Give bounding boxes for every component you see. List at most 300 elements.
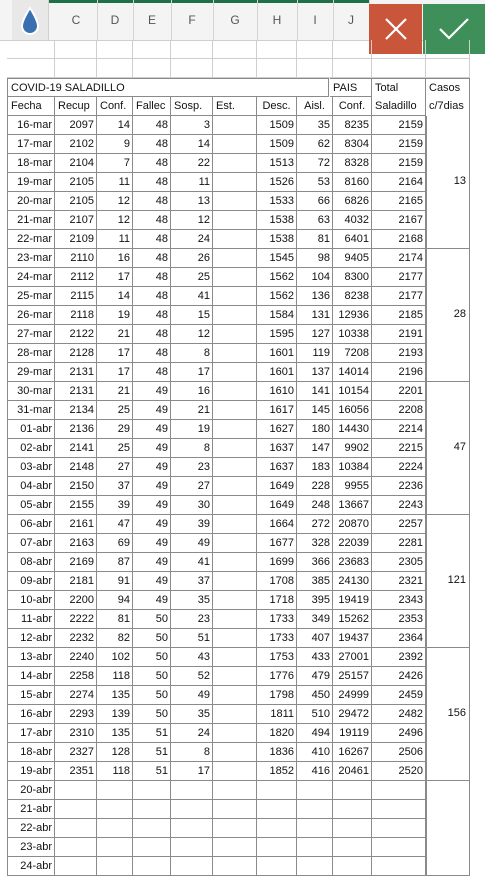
empty-cell[interactable] [257, 59, 297, 78]
table-cell[interactable]: 1627 [257, 420, 297, 439]
table-cell[interactable]: 13-abr [7, 648, 55, 667]
table-cell[interactable]: 433 [297, 648, 333, 667]
table-cell[interactable] [213, 553, 257, 572]
table-cell[interactable]: 30 [171, 496, 213, 515]
table-cell[interactable]: 66 [297, 192, 333, 211]
table-cell[interactable]: 2122 [55, 325, 97, 344]
table-cell[interactable] [372, 838, 426, 857]
table-cell[interactable]: 91 [97, 572, 133, 591]
table-cell[interactable]: 22 [171, 154, 213, 173]
table-cell[interactable] [372, 857, 426, 876]
table-cell[interactable] [133, 800, 171, 819]
table-cell[interactable]: 23-mar [7, 249, 55, 268]
table-cell[interactable]: 2236 [372, 477, 426, 496]
table-cell[interactable]: 13 [171, 192, 213, 211]
table-cell[interactable]: 102 [97, 648, 133, 667]
table-cell[interactable]: 1595 [257, 325, 297, 344]
table-cell[interactable]: 35 [297, 116, 333, 135]
table-cell[interactable]: 14 [171, 135, 213, 154]
table-cell[interactable]: 2310 [55, 724, 97, 743]
table-cell[interactable]: 24-mar [7, 268, 55, 287]
table-cell[interactable]: 49 [133, 420, 171, 439]
table-cell[interactable] [133, 857, 171, 876]
table-cell[interactable]: 20-abr [7, 781, 55, 800]
table-cell[interactable]: 20870 [333, 515, 372, 534]
table-cell[interactable]: 349 [297, 610, 333, 629]
table-cell[interactable]: 26-mar [7, 306, 55, 325]
table-cell[interactable]: 2351 [55, 762, 97, 781]
table-cell[interactable]: 50 [133, 705, 171, 724]
table-cell[interactable]: 1584 [257, 306, 297, 325]
table-cell[interactable]: 87 [97, 553, 133, 572]
table-cell[interactable]: 81 [97, 610, 133, 629]
table-cell[interactable] [55, 857, 97, 876]
table-cell[interactable]: 416 [297, 762, 333, 781]
table-cell[interactable]: 21 [171, 401, 213, 420]
table-cell[interactable]: 1562 [257, 268, 297, 287]
table-cell[interactable]: 2109 [55, 230, 97, 249]
table-cell[interactable]: 2112 [55, 268, 97, 287]
table-cell[interactable]: 49 [133, 401, 171, 420]
table-cell[interactable]: 2208 [372, 401, 426, 420]
table-cell[interactable] [213, 420, 257, 439]
casos-header[interactable]: Casos [426, 78, 470, 97]
table-cell[interactable]: 49 [133, 515, 171, 534]
table-cell[interactable]: 8 [171, 743, 213, 762]
table-cell[interactable] [213, 477, 257, 496]
table-cell[interactable]: 228 [297, 477, 333, 496]
table-cell[interactable]: 49 [133, 496, 171, 515]
table-cell[interactable]: 2200 [55, 591, 97, 610]
table-cell[interactable]: 49 [133, 439, 171, 458]
table-cell[interactable]: 27-mar [7, 325, 55, 344]
empty-cell[interactable] [171, 40, 213, 59]
table-cell[interactable] [55, 781, 97, 800]
table-cell[interactable]: 15 [171, 306, 213, 325]
table-cell[interactable]: 17-mar [7, 135, 55, 154]
table-cell[interactable]: 2496 [372, 724, 426, 743]
table-cell[interactable]: 16 [97, 249, 133, 268]
table-cell[interactable] [213, 667, 257, 686]
table-cell[interactable] [213, 743, 257, 762]
table-cell[interactable]: 2169 [55, 553, 97, 572]
table-cell[interactable]: 2141 [55, 439, 97, 458]
table-cell[interactable]: 450 [297, 686, 333, 705]
table-cell[interactable]: 8160 [333, 173, 372, 192]
table-cell[interactable]: 51 [171, 629, 213, 648]
table-cell[interactable]: 328 [297, 534, 333, 553]
table-cell[interactable]: 2159 [372, 135, 426, 154]
table-cell[interactable]: 2118 [55, 306, 97, 325]
table-cell[interactable]: 137 [297, 363, 333, 382]
weekly-cases-cell[interactable] [426, 648, 470, 781]
table-cell[interactable]: 1509 [257, 116, 297, 135]
empty-cell[interactable] [7, 59, 55, 78]
table-cell[interactable]: 17 [171, 762, 213, 781]
table-cell[interactable] [213, 325, 257, 344]
table-cell[interactable]: 2482 [372, 705, 426, 724]
table-cell[interactable]: 1509 [257, 135, 297, 154]
table-cell[interactable]: 141 [297, 382, 333, 401]
table-cell[interactable]: 2459 [372, 686, 426, 705]
table-cell[interactable]: 2257 [372, 515, 426, 534]
table-cell[interactable]: 2343 [372, 591, 426, 610]
weekly-cases-cell[interactable] [426, 382, 470, 515]
table-cell[interactable]: 43 [171, 648, 213, 667]
table-cell[interactable] [257, 838, 297, 857]
table-cell[interactable]: 119 [297, 344, 333, 363]
table-cell[interactable]: 6826 [333, 192, 372, 211]
table-cell[interactable]: 14 [97, 287, 133, 306]
table-cell[interactable] [257, 781, 297, 800]
empty-cell[interactable] [297, 40, 333, 59]
empty-cell[interactable] [55, 59, 97, 78]
table-cell[interactable]: 37 [97, 477, 133, 496]
empty-cell[interactable] [213, 40, 257, 59]
table-cell[interactable]: 2243 [372, 496, 426, 515]
table-cell[interactable]: 18-mar [7, 154, 55, 173]
table-cell[interactable]: 1708 [257, 572, 297, 591]
table-cell[interactable] [171, 781, 213, 800]
conf-header[interactable]: Conf. [97, 97, 133, 116]
table-cell[interactable]: 48 [133, 211, 171, 230]
table-cell[interactable] [213, 230, 257, 249]
table-cell[interactable]: 11 [171, 173, 213, 192]
pais-conf-header[interactable]: Conf. [333, 97, 372, 116]
weekly-cases-cell[interactable] [426, 249, 470, 382]
empty-cell[interactable] [257, 40, 297, 59]
table-cell[interactable] [213, 135, 257, 154]
column-header-f[interactable]: F [171, 0, 214, 40]
table-cell[interactable]: 12 [171, 325, 213, 344]
table-cell[interactable]: 48 [133, 230, 171, 249]
table-cell[interactable]: 2159 [372, 116, 426, 135]
empty-cell[interactable] [171, 59, 213, 78]
table-cell[interactable] [213, 439, 257, 458]
table-cell[interactable]: 1677 [257, 534, 297, 553]
table-cell[interactable]: 48 [133, 363, 171, 382]
selection-handle[interactable] [12, 0, 49, 40]
table-cell[interactable] [213, 306, 257, 325]
table-cell[interactable]: 1798 [257, 686, 297, 705]
empty-cell[interactable] [7, 40, 55, 59]
table-cell[interactable] [213, 363, 257, 382]
table-cell[interactable]: 1562 [257, 287, 297, 306]
column-header-g[interactable]: G [213, 0, 258, 40]
table-cell[interactable]: 2274 [55, 686, 97, 705]
table-cell[interactable]: 1699 [257, 553, 297, 572]
table-cell[interactable]: 2102 [55, 135, 97, 154]
table-cell[interactable]: 11 [97, 230, 133, 249]
table-cell[interactable] [213, 249, 257, 268]
table-cell[interactable]: 2520 [372, 762, 426, 781]
table-cell[interactable] [213, 515, 257, 534]
table-cell[interactable]: 395 [297, 591, 333, 610]
table-cell[interactable]: 407 [297, 629, 333, 648]
table-cell[interactable]: 2222 [55, 610, 97, 629]
table-cell[interactable]: 1811 [257, 705, 297, 724]
table-cell[interactable]: 29-mar [7, 363, 55, 382]
table-cell[interactable]: 9 [97, 135, 133, 154]
weekly-cases-cell[interactable] [426, 781, 470, 876]
table-cell[interactable]: 2177 [372, 268, 426, 287]
table-cell[interactable]: 49 [133, 534, 171, 553]
table-cell[interactable]: 16-mar [7, 116, 55, 135]
table-cell[interactable]: 19-abr [7, 762, 55, 781]
table-cell[interactable]: 2240 [55, 648, 97, 667]
table-cell[interactable] [213, 534, 257, 553]
table-cell[interactable]: 2148 [55, 458, 97, 477]
table-cell[interactable] [171, 800, 213, 819]
table-cell[interactable]: 22-mar [7, 230, 55, 249]
table-cell[interactable] [213, 781, 257, 800]
table-cell[interactable]: 385 [297, 572, 333, 591]
empty-cell[interactable] [297, 59, 333, 78]
table-cell[interactable] [297, 838, 333, 857]
table-cell[interactable] [213, 610, 257, 629]
table-cell[interactable]: 23-abr [7, 838, 55, 857]
table-cell[interactable]: 19437 [333, 629, 372, 648]
empty-cell[interactable] [372, 40, 426, 59]
table-cell[interactable]: 2104 [55, 154, 97, 173]
table-cell[interactable]: 12936 [333, 306, 372, 325]
table-cell[interactable]: 08-abr [7, 553, 55, 572]
table-cell[interactable]: 1776 [257, 667, 297, 686]
column-header-j[interactable]: J [333, 0, 370, 40]
table-cell[interactable]: 48 [133, 173, 171, 192]
table-cell[interactable]: 21 [97, 382, 133, 401]
table-cell[interactable]: 494 [297, 724, 333, 743]
empty-cell[interactable] [426, 40, 470, 59]
table-cell[interactable]: 10154 [333, 382, 372, 401]
table-cell[interactable]: 16 [171, 382, 213, 401]
table-cell[interactable]: 29 [97, 420, 133, 439]
table-cell[interactable]: 25 [97, 439, 133, 458]
table-cell[interactable]: 48 [133, 268, 171, 287]
table-cell[interactable]: 2327 [55, 743, 97, 762]
table-cell[interactable]: 2353 [372, 610, 426, 629]
table-cell[interactable]: 2167 [372, 211, 426, 230]
empty-cell[interactable] [426, 59, 470, 78]
table-cell[interactable]: 62 [297, 135, 333, 154]
table-cell[interactable]: 2174 [372, 249, 426, 268]
table-cell[interactable]: 24999 [333, 686, 372, 705]
table-cell[interactable]: 2150 [55, 477, 97, 496]
empty-cell[interactable] [97, 59, 133, 78]
table-cell[interactable]: 12 [97, 211, 133, 230]
table-cell[interactable]: 14430 [333, 420, 372, 439]
table-cell[interactable] [213, 838, 257, 857]
sosp-header[interactable]: Sosp. [171, 97, 213, 116]
table-cell[interactable]: 12-abr [7, 629, 55, 648]
table-cell[interactable]: 25 [171, 268, 213, 287]
table-cell[interactable]: 98 [297, 249, 333, 268]
table-cell[interactable]: 11-abr [7, 610, 55, 629]
table-cell[interactable] [213, 192, 257, 211]
table-cell[interactable]: 2165 [372, 192, 426, 211]
table-cell[interactable]: 1533 [257, 192, 297, 211]
table-cell[interactable]: 31-mar [7, 401, 55, 420]
fallec-header[interactable]: Fallec [133, 97, 171, 116]
table-cell[interactable]: 2155 [55, 496, 97, 515]
table-cell[interactable]: 50 [133, 686, 171, 705]
table-cell[interactable]: 48 [133, 192, 171, 211]
table-cell[interactable] [97, 857, 133, 876]
table-cell[interactable] [213, 705, 257, 724]
table-cell[interactable] [213, 800, 257, 819]
table-cell[interactable]: 366 [297, 553, 333, 572]
table-cell[interactable]: 8 [171, 439, 213, 458]
table-cell[interactable]: 19119 [333, 724, 372, 743]
table-cell[interactable]: 410 [297, 743, 333, 762]
table-cell[interactable] [213, 496, 257, 515]
table-cell[interactable]: 2136 [55, 420, 97, 439]
table-cell[interactable]: 1513 [257, 154, 297, 173]
table-cell[interactable]: 6401 [333, 230, 372, 249]
table-cell[interactable]: 52 [171, 667, 213, 686]
table-cell[interactable]: 41 [171, 287, 213, 306]
table-cell[interactable]: 03-abr [7, 458, 55, 477]
empty-cell[interactable] [333, 59, 372, 78]
table-cell[interactable]: 22039 [333, 534, 372, 553]
table-cell[interactable]: 2177 [372, 287, 426, 306]
table-cell[interactable]: 24 [171, 230, 213, 249]
table-cell[interactable]: 51 [133, 743, 171, 762]
table-cell[interactable]: 1526 [257, 173, 297, 192]
empty-cell[interactable] [213, 59, 257, 78]
table-cell[interactable]: 19 [171, 420, 213, 439]
table-cell[interactable]: 19 [97, 306, 133, 325]
table-cell[interactable]: 49 [171, 686, 213, 705]
table-cell[interactable] [97, 838, 133, 857]
table-cell[interactable]: 135 [97, 686, 133, 705]
table-cell[interactable] [297, 781, 333, 800]
table-cell[interactable]: 25 [97, 401, 133, 420]
table-cell[interactable]: 2097 [55, 116, 97, 135]
table-cell[interactable]: 2105 [55, 192, 97, 211]
table-cell[interactable]: 49 [171, 534, 213, 553]
table-cell[interactable]: 2214 [372, 420, 426, 439]
table-cell[interactable]: 17-abr [7, 724, 55, 743]
table-cell[interactable]: 19-mar [7, 173, 55, 192]
table-cell[interactable]: 09-abr [7, 572, 55, 591]
table-cell[interactable]: 21-abr [7, 800, 55, 819]
table-cell[interactable]: 48 [133, 325, 171, 344]
table-cell[interactable]: 3 [171, 116, 213, 135]
table-cell[interactable]: 29472 [333, 705, 372, 724]
table-cell[interactable]: 1820 [257, 724, 297, 743]
table-cell[interactable]: 48 [133, 287, 171, 306]
table-cell[interactable] [213, 268, 257, 287]
table-cell[interactable]: 53 [297, 173, 333, 192]
table-cell[interactable] [171, 857, 213, 876]
table-cell[interactable]: 24130 [333, 572, 372, 591]
table-cell[interactable]: 72 [297, 154, 333, 173]
table-cell[interactable]: 2107 [55, 211, 97, 230]
table-cell[interactable]: 12 [171, 211, 213, 230]
table-cell[interactable]: 50 [133, 610, 171, 629]
empty-cell[interactable] [133, 40, 171, 59]
table-cell[interactable]: 2163 [55, 534, 97, 553]
table-cell[interactable]: 69 [97, 534, 133, 553]
table-cell[interactable]: 37 [171, 572, 213, 591]
table-cell[interactable]: 11 [97, 173, 133, 192]
table-cell[interactable]: 50 [133, 667, 171, 686]
table-cell[interactable]: 272 [297, 515, 333, 534]
table-cell[interactable] [213, 344, 257, 363]
table-cell[interactable] [213, 154, 257, 173]
table-cell[interactable]: 39 [171, 515, 213, 534]
table-cell[interactable]: 118 [97, 762, 133, 781]
table-cell[interactable] [97, 800, 133, 819]
table-cell[interactable] [213, 287, 257, 306]
table-cell[interactable]: 51 [133, 762, 171, 781]
table-cell[interactable]: 02-abr [7, 439, 55, 458]
table-cell[interactable] [213, 382, 257, 401]
empty-cell[interactable] [55, 40, 97, 59]
table-cell[interactable] [213, 762, 257, 781]
table-cell[interactable]: 8 [171, 344, 213, 363]
table-cell[interactable]: 07-abr [7, 534, 55, 553]
table-cell[interactable]: 2201 [372, 382, 426, 401]
table-cell[interactable]: 8238 [333, 287, 372, 306]
table-cell[interactable]: 17 [97, 344, 133, 363]
table-cell[interactable]: 1649 [257, 496, 297, 515]
empty-cell[interactable] [372, 59, 426, 78]
table-cell[interactable]: 17 [171, 363, 213, 382]
table-cell[interactable] [55, 800, 97, 819]
sheet-title[interactable]: COVID-19 SALADILLO [7, 78, 329, 97]
table-cell[interactable]: 1733 [257, 610, 297, 629]
table-cell[interactable] [213, 173, 257, 192]
table-cell[interactable]: 01-abr [7, 420, 55, 439]
table-cell[interactable] [333, 838, 372, 857]
table-cell[interactable]: 27 [171, 477, 213, 496]
table-cell[interactable]: 145 [297, 401, 333, 420]
table-cell[interactable]: 127 [297, 325, 333, 344]
table-cell[interactable]: 118 [97, 667, 133, 686]
table-cell[interactable]: 1836 [257, 743, 297, 762]
table-cell[interactable]: 22-abr [7, 819, 55, 838]
recup-header[interactable]: Recup [55, 97, 97, 116]
table-cell[interactable]: 8328 [333, 154, 372, 173]
table-cell[interactable]: 183 [297, 458, 333, 477]
table-cell[interactable]: 2215 [372, 439, 426, 458]
table-cell[interactable]: 2131 [55, 382, 97, 401]
table-cell[interactable]: 2134 [55, 401, 97, 420]
table-cell[interactable]: 2364 [372, 629, 426, 648]
table-cell[interactable] [213, 458, 257, 477]
table-cell[interactable]: 4032 [333, 211, 372, 230]
table-cell[interactable]: 2185 [372, 306, 426, 325]
table-cell[interactable] [55, 838, 97, 857]
table-cell[interactable]: 15262 [333, 610, 372, 629]
desc-header[interactable]: Desc. [257, 97, 297, 116]
table-cell[interactable]: 479 [297, 667, 333, 686]
weekly-cases-cell[interactable] [426, 515, 470, 648]
table-cell[interactable]: 2191 [372, 325, 426, 344]
table-cell[interactable] [213, 591, 257, 610]
table-cell[interactable]: 248 [297, 496, 333, 515]
table-cell[interactable]: 14014 [333, 363, 372, 382]
table-cell[interactable]: 30-mar [7, 382, 55, 401]
table-cell[interactable]: 9405 [333, 249, 372, 268]
table-cell[interactable]: 50 [133, 629, 171, 648]
fecha-header[interactable]: Fecha [7, 97, 55, 116]
table-cell[interactable]: 1733 [257, 629, 297, 648]
table-cell[interactable]: 41 [171, 553, 213, 572]
table-cell[interactable]: 49 [133, 382, 171, 401]
